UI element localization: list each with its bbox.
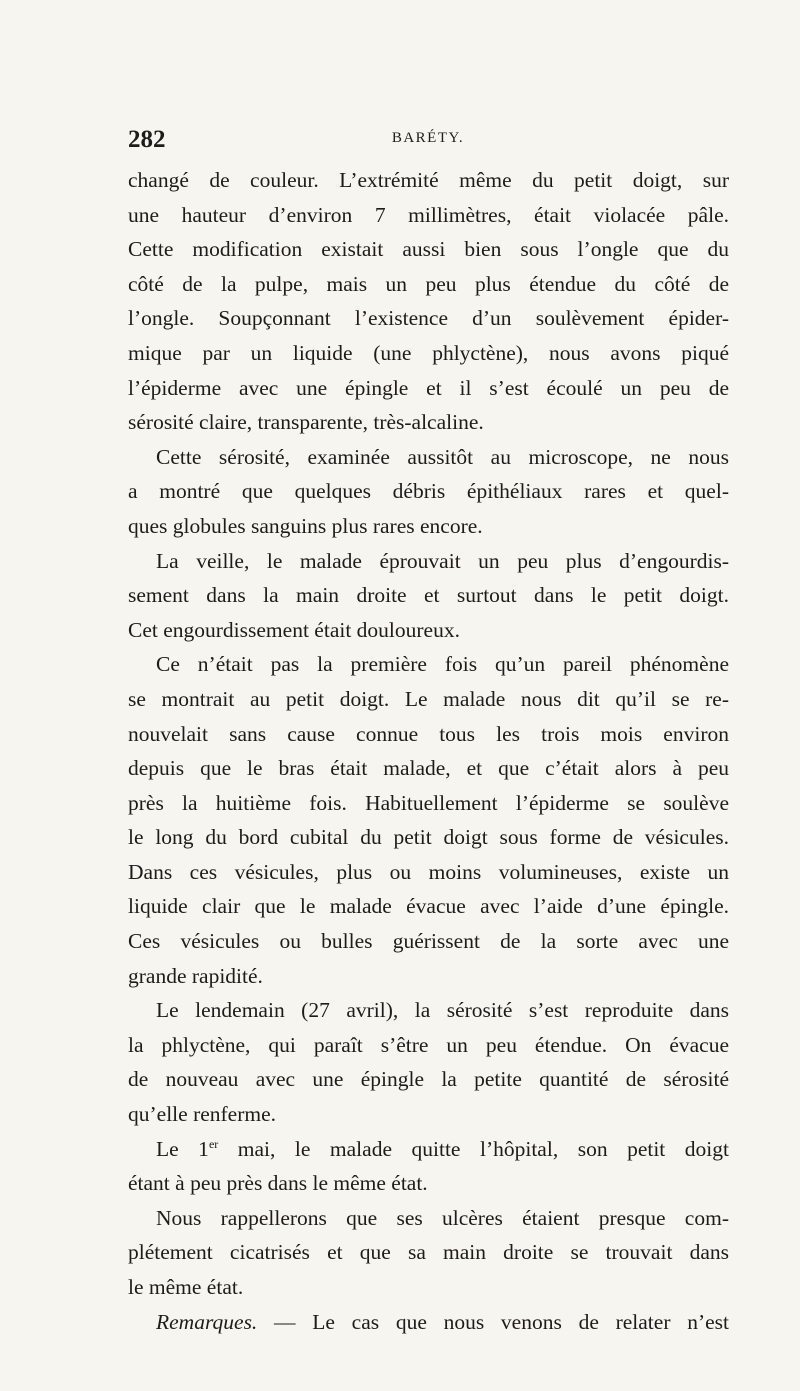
text-line: changé de couleur. L’extrémité même du petit doigt, sur: [128, 168, 729, 192]
text-line: côté de la pulpe, mais un peu plus étendue du côté de: [128, 271, 729, 296]
text-line: le long du bord cubital du petit doigt sous forme de vésicules.: [128, 825, 729, 850]
text-line: depuis que le bras était malade, et que c’était alors à peu: [128, 756, 729, 781]
text-line: Cette sérosité, examinée aussitôt au microscope, ne nous: [156, 444, 729, 469]
text-line: Cet engourdissement était douloureux.: [128, 617, 460, 642]
text-line: ques globules sanguins plus rares encore.: [128, 513, 483, 538]
text-line: La veille, le malade éprouvait un peu plus d’engourdis-: [156, 548, 729, 573]
text-line: grande rapidité.: [128, 963, 263, 988]
italic-heading: Remarques.: [156, 1309, 258, 1334]
text-line: Le lendemain (27 avril), la sérosité s’est reproduite dans: [156, 998, 729, 1023]
text-line: sérosité claire, transparente, très-alcaline.: [128, 410, 484, 435]
line-fragment: Le 1: [156, 1136, 209, 1161]
text-line: se montrait au petit doigt. Le malade nous dit qu’il se re-: [128, 686, 729, 711]
text-line: Cette modification existait aussi bien sous l’ongle que du: [128, 237, 729, 262]
text-line: Nous rappellerons que ses ulcères étaient presque com-: [156, 1205, 729, 1230]
text-line: la phlyctène, qui paraît s’être un peu étendue. On évacue: [128, 1032, 729, 1057]
text-line: de nouveau avec une épingle la petite quantité de sérosité: [128, 1067, 729, 1092]
text-line: [128, 1305, 729, 1340]
text-line: liquide clair que le malade évacue avec l’aide d’une épingle.: [128, 894, 729, 919]
text-line: [128, 1132, 729, 1167]
text-line: l’ongle. Soupçonnant l’existence d’un soulèvement épider-: [128, 306, 729, 331]
text-line: plétement cicatrisés et que sa main droite se trouvait dans: [128, 1240, 729, 1265]
text-line: l’épiderme avec une épingle et il s’est écoulé un peu de: [128, 375, 729, 400]
text-line: a montré que quelques débris épithéliaux rares et quel-: [128, 479, 729, 504]
text-line: nouvelait sans cause connue tous les trois mois environ: [128, 721, 729, 746]
text-line: Ces vésicules ou bulles guérissent de la sorte avec une: [128, 929, 729, 954]
text-line: le même état.: [128, 1275, 244, 1299]
text-line: étant à peu près dans le même état.: [128, 1171, 428, 1196]
text-line: près la huitième fois. Habituellement l’épiderme se soulève: [128, 790, 729, 815]
line-fragment: mai, le malade quitte l’hôpital, son petit doigt: [218, 1136, 729, 1161]
page-header: [128, 126, 728, 156]
page-number: 282: [128, 126, 166, 153]
superscript: er: [208, 1136, 219, 1151]
text-line: Dans ces vésicules, plus ou moins volumineuses, existe un: [128, 859, 729, 884]
text-line: Ce n’était pas la première fois qu’un pareil phénomène: [156, 652, 729, 677]
text-line: une hauteur d’environ 7 millimètres, était violacée pâle.: [128, 202, 729, 227]
text-line: mique par un liquide (une phlyctène), nous avons piqué: [128, 340, 729, 365]
page-body-text: [128, 163, 729, 1339]
running-head: BARÉTY.: [391, 130, 465, 146]
text-line: qu’elle renferme.: [128, 1102, 277, 1127]
line-fragment: — Le cas que nous venons de relater n’est: [257, 1309, 729, 1334]
text-line: sement dans la main droite et surtout dans le petit doigt.: [128, 583, 729, 608]
